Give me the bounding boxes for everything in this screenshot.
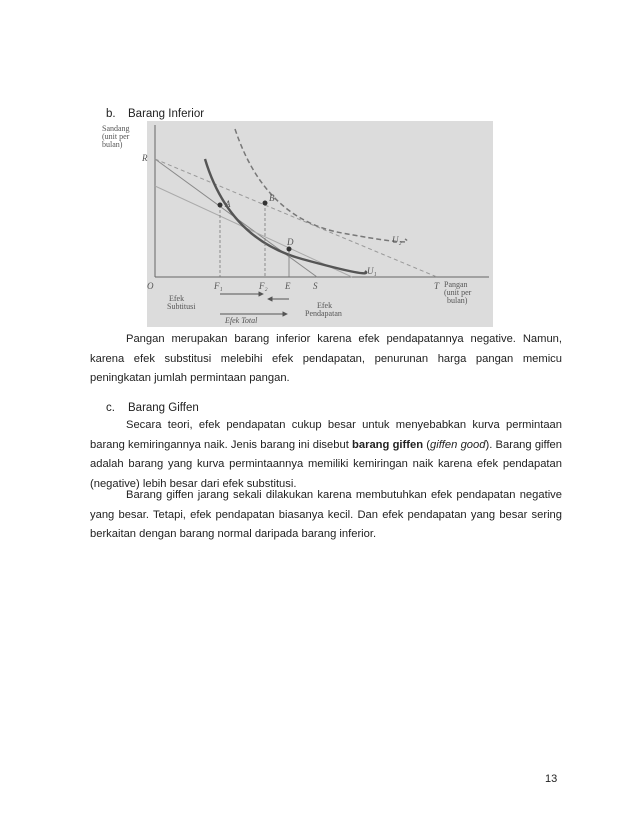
- section-b-marker: b.: [106, 108, 116, 120]
- tick-s: S: [313, 281, 318, 291]
- x-axis-label-line-1: Pangan: [444, 280, 468, 289]
- indifference-curve-u2: [235, 129, 407, 242]
- page-number: 13: [545, 773, 558, 785]
- tick-f2: F₂: [259, 281, 268, 291]
- paragraph-giffen-1-part1: Secara teori, efek pendapatan cukup besar untuk menyebabkan kurva permintaan barang kemiringannya naik. Jenis barang ini disebut: [90, 419, 562, 451]
- efek-total-label: Efek Total: [225, 316, 258, 325]
- label-u2: U₂: [392, 235, 402, 245]
- paragraph-giffen-1-part3: ). Barang giffen adalah barang yang kurva permintaannya memiliki kemiringan naik karena efek pendapatan (negative) lebih besar dari efek substitusi.: [90, 438, 562, 490]
- inferior-good-figure: [102, 121, 493, 327]
- y-axis-label-line-3: bulan): [102, 140, 123, 149]
- paragraph-giffen-1: [90, 416, 562, 494]
- tick-t: T: [434, 281, 440, 291]
- section-b-title: Barang Inferior: [128, 108, 205, 120]
- paragraph-giffen-1-part2: (: [423, 438, 430, 451]
- paragraph-giffen-2-text: Barang giffen jarang sekali dilakukan karena membutuhkan efek pendapatan negative yang besar. Tetapi, efek pendapatan biasanya kecil. Dan efek pendapatan yang besar sering berkaitan dengan barang normal daripada barang inferior.: [90, 489, 562, 541]
- budget-line-new: [155, 159, 437, 277]
- x-axis-label-line-2: (unit per: [444, 288, 472, 297]
- efek-pendapatan-line-1: Efek: [317, 301, 333, 310]
- section-c-title: Barang Giffen: [128, 402, 199, 414]
- indifference-curve-u1: [205, 159, 366, 273]
- svg-text:Efek Pendapatan: [305, 301, 342, 318]
- label-origin: O: [147, 281, 154, 291]
- label-a: A: [225, 199, 231, 209]
- inferior-good-diagram: [102, 121, 493, 327]
- efek-subtitusi-line-2: Subtitusi: [167, 302, 196, 311]
- y-axis-label-line-2: (unit per: [102, 132, 130, 141]
- svg-text:Pangan (unit per b: [444, 280, 473, 305]
- point-d-dot: [287, 247, 292, 252]
- paragraph-inferior: [90, 330, 562, 389]
- paragraph-giffen-2: [90, 486, 562, 545]
- x-axis-label-line-3: bulan): [447, 296, 468, 305]
- point-b-dot: [263, 201, 268, 206]
- y-axis-label-line-1: Sandang: [102, 124, 130, 133]
- label-b: B: [269, 193, 275, 203]
- term-barang-giffen: barang giffen: [352, 438, 424, 451]
- label-r: R: [142, 153, 148, 163]
- section-b-heading: [106, 108, 204, 120]
- section-c-heading: [106, 402, 199, 414]
- point-a-dot: [218, 203, 223, 208]
- tick-f1: F₁: [214, 281, 223, 291]
- efek-subtitusi-line-1: Efek: [169, 294, 185, 303]
- svg-text:Sandang (unit per: [102, 124, 132, 149]
- svg-text:Efek Subtitusi: [167, 294, 196, 311]
- label-u1: U₁: [367, 266, 377, 276]
- paragraph-inferior-text: Pangan merupakan barang inferior karena efek pendapatannya negative. Namun, karena efek substitusi melebihi efek pendapatan, penurunan harga pangan memicu peningkatan jumlah permintaan pangan.: [90, 333, 562, 385]
- tick-e: E: [285, 281, 291, 291]
- label-d: D: [287, 237, 294, 247]
- section-c-marker: c.: [106, 402, 115, 414]
- efek-pendapatan-line-2: Pendapatan: [305, 309, 342, 318]
- term-giffen-good: giffen good: [429, 438, 486, 451]
